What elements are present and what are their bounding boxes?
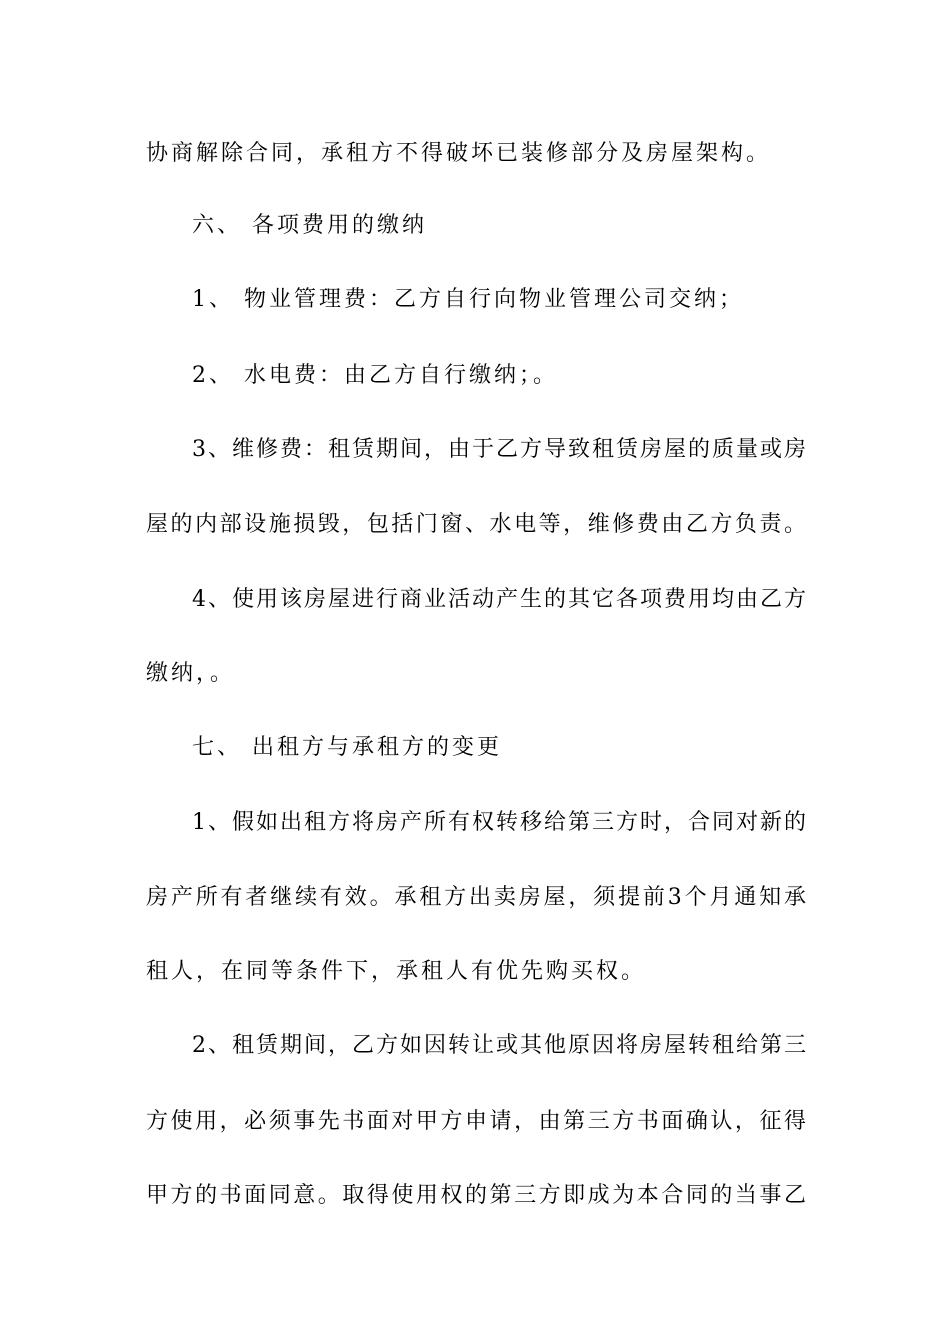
paragraph-line: 1、假如出租方将房产所有权转移给第三方时，合同对新的 [192, 810, 806, 835]
paragraph-line: 缴纳，。 [146, 661, 236, 686]
section-heading: 六、 各项费用的缴纳 [192, 213, 427, 238]
paragraph-line: 租人，在同等条件下，承租人有优先购买权。 [146, 959, 647, 984]
paragraph-line: 房产所有者继续有效。承租方出卖房屋，须提前3个月通知承 [146, 885, 806, 910]
paragraph-line: 方使用，必须事先书面对甲方申请，由第三方书面确认，征得 [146, 1109, 806, 1134]
paragraph-line: 2、 水电费：由乙方自行缴纳；。 [192, 363, 558, 388]
paragraph-line: 协商解除合同，承租方不得破坏已装修部分及房屋架构。 [146, 141, 772, 166]
paragraph-line: 屋的内部设施损毁，包括门窗、水电等，维修费由乙方负责。 [146, 512, 806, 537]
paragraph-line: 4、使用该房屋进行商业活动产生的其它各项费用均由乙方 [192, 587, 806, 612]
paragraph-line: 甲方的书面同意。取得使用权的第三方即成为本合同的当事乙 [146, 1183, 806, 1208]
paragraph-line: 1、 物业管理费：乙方自行向物业管理公司交纳； [192, 287, 744, 312]
paragraph-line: 2、租赁期间，乙方如因转让或其他原因将房屋转租给第三 [192, 1033, 806, 1058]
section-heading: 七、 出租方与承租方的变更 [192, 735, 502, 760]
paragraph-line: 3、维修费：租赁期间，由于乙方导致租赁房屋的质量或房 [192, 437, 806, 462]
